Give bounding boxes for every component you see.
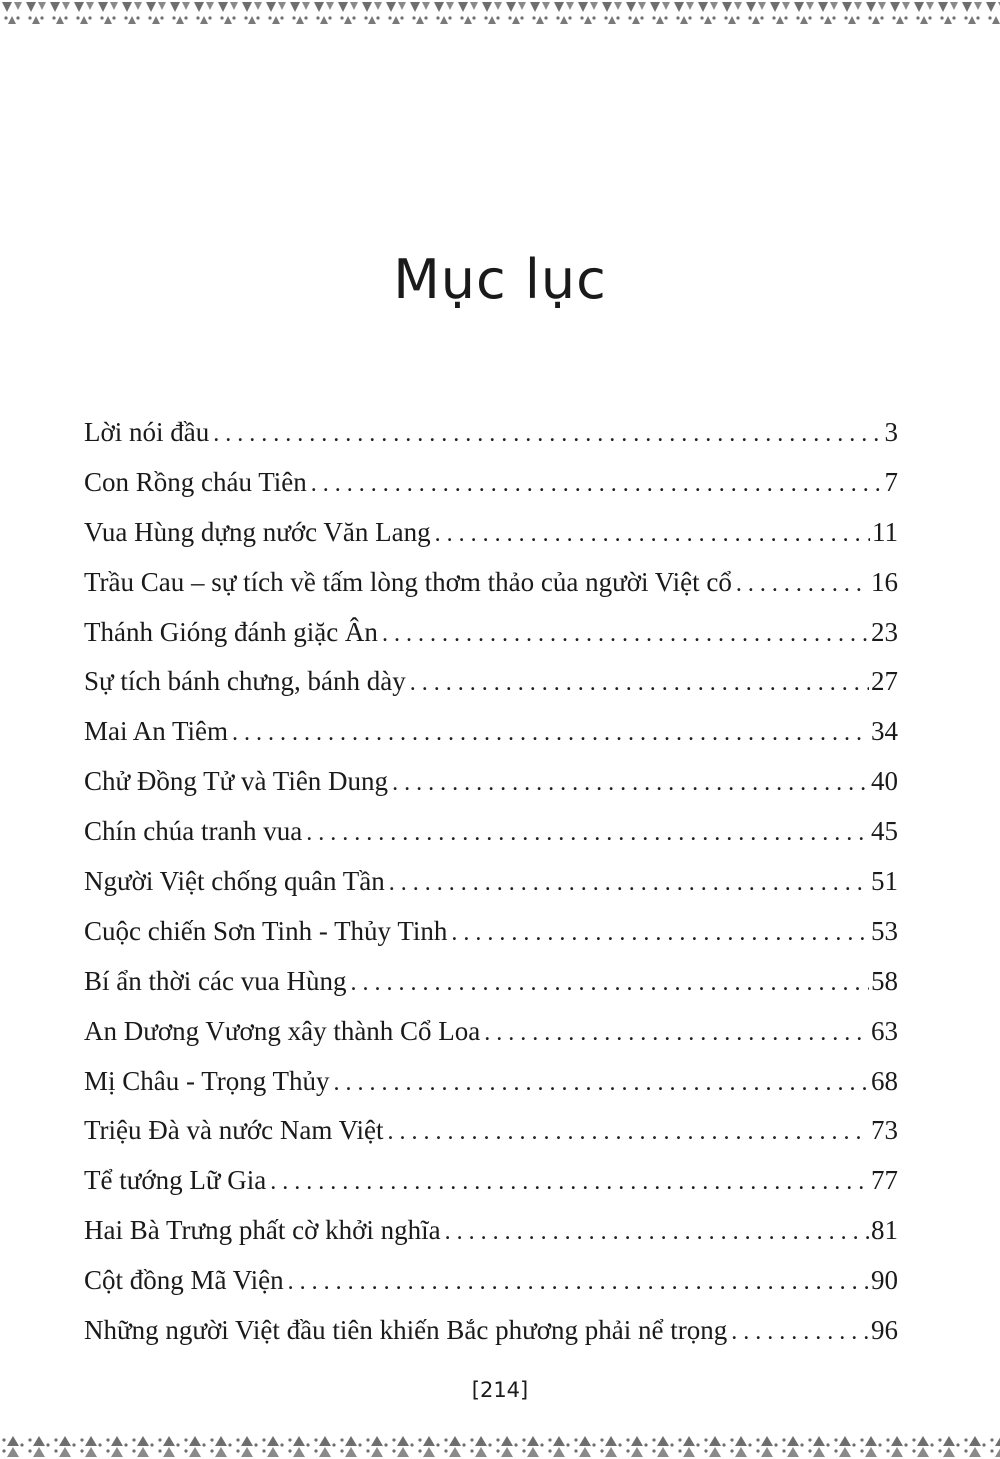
- toc-leader-dots: [392, 759, 869, 809]
- toc-leader-dots: [311, 460, 883, 510]
- toc-entry-title: Vua Hùng dựng nước Văn Lang: [84, 516, 431, 547]
- toc-entry-page: 96: [871, 1315, 898, 1346]
- toc-entry[interactable]: [84, 508, 898, 558]
- toc-leader-dots: [389, 859, 869, 909]
- toc-entry-page: 27: [871, 666, 898, 697]
- toc-entry-page: 40: [871, 766, 898, 797]
- toc-entry-page: 58: [871, 965, 898, 996]
- toc-entry-page: 11: [872, 516, 898, 547]
- toc-entry[interactable]: [84, 1256, 898, 1306]
- toc-entry-title: Lời nói đầu: [84, 417, 210, 447]
- toc-entry[interactable]: [84, 907, 898, 957]
- toc-entry-title: Mị Châu - Trọng Thủy: [84, 1065, 330, 1096]
- bottom-border-pattern: [0, 1432, 1000, 1459]
- toc-entry-page: 63: [871, 1015, 898, 1046]
- toc-entry-title: Tể tướng Lữ Gia: [84, 1165, 267, 1196]
- toc-entry-title: Người Việt chống quân Tần: [84, 866, 385, 897]
- top-decorative-border: [0, 0, 1000, 30]
- toc-entry[interactable]: [84, 807, 898, 857]
- toc-entry-page: 7: [884, 466, 898, 497]
- toc-entry[interactable]: [84, 458, 898, 508]
- toc-entry[interactable]: [84, 608, 898, 658]
- toc-entry[interactable]: [84, 1306, 898, 1356]
- toc-entry[interactable]: [84, 957, 898, 1007]
- toc-entry-title: Chín chúa tranh vua: [84, 816, 303, 847]
- toc-entry-title: Những người Việt đầu tiên khiến Bắc phương phải nể trọng: [84, 1315, 728, 1346]
- toc-entry-title: Cột đồng Mã Viện: [84, 1265, 284, 1296]
- toc-leader-dots: [270, 1158, 869, 1208]
- toc-entry-title: Cuộc chiến Sơn Tinh - Thủy Tinh: [84, 915, 448, 946]
- toc-entry-title: Chử Đồng Tử và Tiên Dung: [84, 766, 389, 797]
- toc-entry[interactable]: [84, 1007, 898, 1057]
- toc-entry-page: 23: [871, 616, 898, 647]
- page-number: [214]: [471, 1378, 529, 1402]
- toc-entry[interactable]: [84, 707, 898, 757]
- toc-entry-page: 34: [871, 716, 898, 747]
- toc-entry-page: 51: [871, 866, 898, 897]
- toc-leader-dots: [484, 1009, 869, 1059]
- toc-entry[interactable]: [84, 1156, 898, 1206]
- toc-entry-title: Sự tích bánh chưng, bánh dày: [84, 666, 406, 697]
- toc-leader-dots: [731, 1308, 869, 1358]
- toc-entry[interactable]: [84, 558, 898, 608]
- toc-entry-title: Trầu Cau – sự tích về tấm lòng thơm thảo của người Việt cổ: [84, 566, 732, 597]
- table-of-contents: [84, 408, 898, 1356]
- toc-entry[interactable]: [84, 1206, 898, 1256]
- toc-entry-page: 3: [884, 417, 898, 447]
- toc-leader-dots: [350, 959, 869, 1009]
- toc-leader-dots: [451, 909, 869, 959]
- toc-leader-dots: [382, 610, 869, 660]
- page-title: Mục lục: [393, 248, 607, 311]
- toc-leader-dots: [213, 410, 882, 460]
- toc-leader-dots: [388, 1108, 870, 1158]
- toc-entry[interactable]: [84, 657, 898, 707]
- toc-entry[interactable]: [84, 757, 898, 807]
- toc-entry-title: Bí ẩn thời các vua Hùng: [84, 965, 347, 996]
- top-border-pattern: [0, 0, 1000, 30]
- toc-entry-page: 73: [871, 1115, 898, 1146]
- toc-leader-dots: [435, 510, 870, 560]
- toc-leader-dots: [306, 809, 869, 859]
- toc-entry-page: 53: [871, 915, 898, 946]
- toc-entry[interactable]: [84, 857, 898, 907]
- toc-entry-page: 77: [871, 1165, 898, 1196]
- bottom-decorative-border: [0, 1432, 1000, 1459]
- toc-leader-dots: [232, 709, 869, 759]
- toc-entry[interactable]: [84, 1106, 898, 1156]
- toc-entry-title: An Dương Vương xây thành Cổ Loa: [84, 1015, 481, 1046]
- toc-entry-title: Hai Bà Trưng phất cờ khởi nghĩa: [84, 1215, 441, 1246]
- toc-entry-page: 16: [871, 566, 898, 597]
- toc-entry-title: Con Rồng cháu Tiên: [84, 466, 307, 497]
- toc-entry-page: 68: [871, 1065, 898, 1096]
- toc-leader-dots: [410, 659, 869, 709]
- toc-leader-dots: [334, 1059, 869, 1109]
- toc-entry-page: 90: [871, 1265, 898, 1296]
- toc-leader-dots: [736, 560, 869, 610]
- toc-leader-dots: [288, 1258, 869, 1308]
- toc-entry-title: Thánh Gióng đánh giặc Ân: [84, 616, 378, 647]
- toc-entry-title: Triệu Đà và nước Nam Việt: [84, 1115, 384, 1146]
- toc-entry[interactable]: [84, 1057, 898, 1107]
- toc-entry-page: 45: [871, 816, 898, 847]
- toc-entry-page: 81: [871, 1215, 898, 1246]
- toc-entry[interactable]: [84, 408, 898, 458]
- toc-leader-dots: [445, 1208, 869, 1258]
- toc-entry-title: Mai An Tiêm: [84, 716, 229, 747]
